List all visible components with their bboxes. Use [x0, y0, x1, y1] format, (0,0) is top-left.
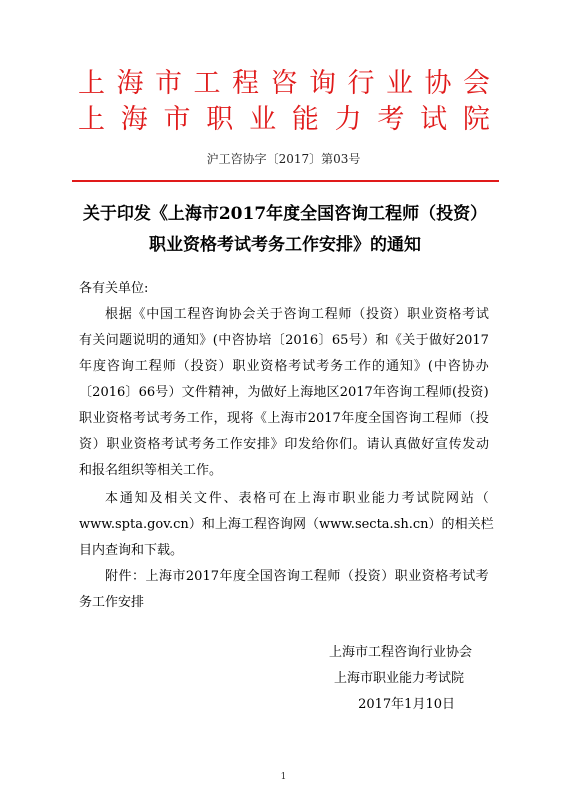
- paragraph-2-line: 本 通 知 及 相 关 文 件 、 表 格 可 在 上 海 市 职 业 能 力 考 试 院 网 站 （: [105, 491, 489, 506]
- red-header-divider: [72, 180, 499, 182]
- paragraph-1-line: 资 ） 职 业 资 格 考 试 考 务 工 作 安 排 》 印 发 给 你 们 。 请 认 真 做 好 宣 传 发 动: [79, 437, 489, 452]
- signature-org-2: 上海市职业能力考试院: [333, 671, 464, 686]
- paragraph-1-line: 和报名组织等相关工作。: [79, 463, 223, 478]
- paragraph-1-line: 有 关 问 题 说 明 的 通 知 》 ( 中 咨 协 培 〔 2016 〕 65 号 ） 和 《 关 于 做 好 2017: [79, 333, 489, 348]
- paragraph-1-line: 年 度 咨 询 工 程 师 （ 投 资 ） 职 业 资 格 考 试 考 务 工 作 的 通 知 》 ( 中 咨 协 办: [79, 359, 489, 374]
- salutation: 各有关单位:: [79, 281, 149, 296]
- signature-date: 2017年1月10日: [358, 697, 455, 712]
- issuer-name-2: 上 海 市 职 业 能 力 考 试 院: [78, 104, 490, 135]
- document-title-line-1: 关于印发《上海市2017年度全国咨询工程师（投资）: [82, 204, 488, 224]
- document-title-line-2: 职业资格考试考务工作安排》的通知: [149, 235, 421, 255]
- paragraph-2-line: 目内查询和下载。: [79, 543, 184, 558]
- attachment-line: 务工作安排: [79, 595, 145, 610]
- paragraph-1-line: 根 据 《 中 国 工 程 咨 询 协 会 关 于 咨 询 工 程 师 （ 投 资 ） 职 业 资 格 考 试: [105, 307, 489, 322]
- attachment-line: 附 件 ： 上 海 市 2017 年 度 全 国 咨 询 工 程 师 （ 投 资 ） 职 业 资 格 考 试 考: [105, 569, 489, 584]
- page-number: 1: [280, 772, 287, 782]
- signature-org-1: 上海市工程咨询行业协会: [328, 645, 472, 660]
- document-number: 沪工咨协字〔2017〕第03号: [206, 152, 361, 166]
- paragraph-2-line: www.spta.gov.cn ） 和 上 海 工 程 咨 询 网 （ www.secta.sh.cn ） 的 相 关 栏: [79, 517, 494, 532]
- issuer-name-1: 上 海 市 工 程 咨 询 行 业 协 会: [78, 68, 490, 99]
- paragraph-1-line: 〔 2016 〕 66 号 ） 文 件 精 神 ， 为 做 好 上 海 地 区 2017 年 咨 询 工 程 师 ( 投 资 ): [79, 385, 489, 400]
- paragraph-1-line: 职 业 资 格 考 试 考 务 工 作 ， 现 将 《 上 海 市 2017 年 度 全 国 咨 询 工 程 师 （ 投: [79, 411, 489, 426]
